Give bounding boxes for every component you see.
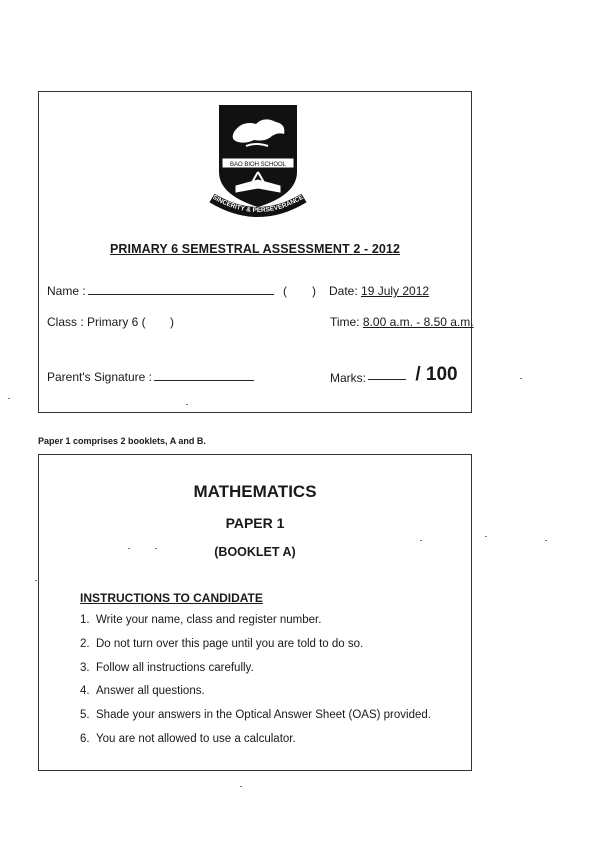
instruction-number: 3. bbox=[80, 661, 90, 674]
scan-speck bbox=[35, 580, 37, 581]
signature-row bbox=[47, 370, 256, 384]
instruction-item bbox=[80, 683, 431, 707]
subject-title: MATHEMATICS bbox=[193, 482, 317, 501]
scan-speck bbox=[420, 540, 422, 541]
marks-row bbox=[330, 364, 458, 386]
instructions-heading: INSTRUCTIONS TO CANDIDATE bbox=[80, 591, 263, 605]
scan-speck bbox=[8, 398, 10, 399]
instruction-item bbox=[80, 612, 431, 636]
name-paren-close: ) bbox=[312, 284, 316, 298]
instruction-item bbox=[80, 636, 431, 660]
instruction-number: 1. bbox=[80, 614, 90, 626]
scan-speck bbox=[155, 548, 157, 549]
crest-banner-text: BAO BIOH SCHOOL bbox=[229, 162, 287, 168]
assessment-title: PRIMARY 6 SEMESTRAL ASSESSMENT 2 - 2012 bbox=[109, 242, 401, 256]
marks-blank[interactable] bbox=[368, 378, 406, 380]
name-label: Name : bbox=[47, 284, 86, 298]
date-label: Date: bbox=[329, 284, 358, 298]
name-blank[interactable] bbox=[88, 293, 274, 295]
crest-motto-text: SINCERITY & PERSEVERANCE bbox=[211, 193, 305, 215]
class-label: Class : Primary 6 ( bbox=[47, 315, 146, 329]
time-value: 8.00 a.m. - 8.50 a.m. bbox=[362, 315, 474, 329]
scan-speck bbox=[545, 540, 547, 541]
instruction-item bbox=[80, 707, 431, 731]
time-row bbox=[330, 315, 474, 329]
signature-blank[interactable] bbox=[154, 379, 254, 381]
class-paren-close: ) bbox=[170, 315, 174, 329]
paper-title: PAPER 1 bbox=[225, 515, 285, 531]
booklet-title: (BOOKLET A) bbox=[214, 545, 296, 559]
instruction-item bbox=[80, 731, 431, 755]
instruction-text: Shade your answers in the Optical Answer Sheet (OAS) provided. bbox=[96, 709, 431, 722]
scan-speck bbox=[186, 404, 188, 405]
marks-label: Marks: bbox=[330, 371, 366, 385]
instruction-number: 2. bbox=[80, 637, 90, 650]
instruction-text: You are not allowed to use a calculator. bbox=[96, 732, 296, 745]
instruction-number: 4. bbox=[80, 685, 90, 698]
name-paren-open: ( bbox=[283, 284, 288, 298]
scan-speck bbox=[128, 548, 130, 549]
date-row bbox=[329, 284, 429, 298]
scan-speck bbox=[520, 378, 522, 379]
instruction-text: Write your name, class and register number. bbox=[96, 614, 322, 626]
instructions-list bbox=[80, 612, 431, 755]
scan-speck bbox=[240, 786, 242, 787]
scan-speck bbox=[485, 536, 487, 537]
instruction-number: 5. bbox=[80, 709, 90, 722]
signature-label: Parent's Signature : bbox=[47, 370, 153, 384]
school-crest-logo bbox=[206, 102, 310, 222]
instruction-text: Answer all questions. bbox=[96, 685, 205, 698]
instruction-number: 6. bbox=[80, 732, 90, 745]
marks-total: / 100 bbox=[415, 364, 458, 385]
date-value: 19 July 2012 bbox=[361, 284, 430, 298]
class-row bbox=[47, 315, 146, 329]
time-label: Time: bbox=[330, 315, 360, 329]
paper-note: Paper 1 comprises 2 booklets, A and B. bbox=[38, 436, 206, 446]
instruction-text: Follow all instructions carefully. bbox=[96, 661, 254, 674]
instruction-item bbox=[80, 660, 431, 684]
instruction-text: Do not turn over this page until you are told to do so. bbox=[96, 637, 364, 650]
name-row bbox=[47, 284, 287, 298]
